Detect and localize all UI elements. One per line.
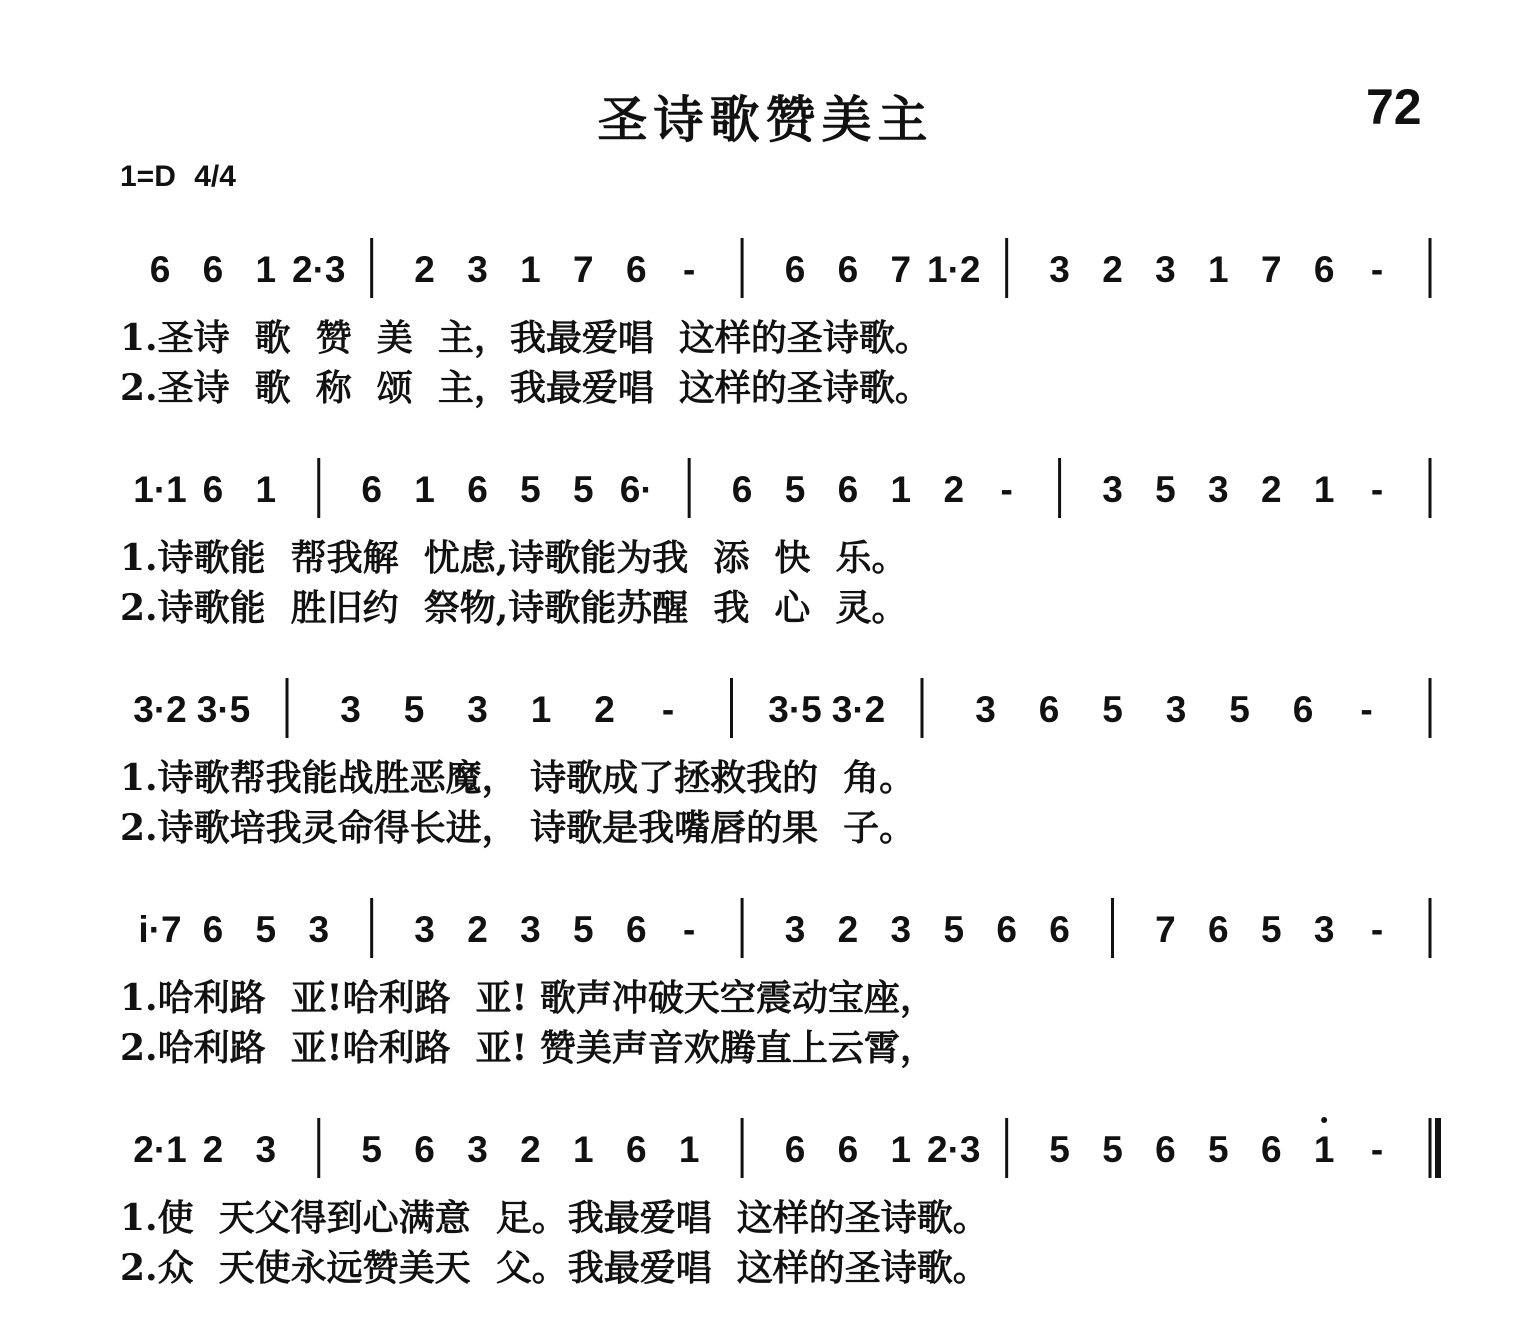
- jianpu-notation: [0, 230, 1531, 310]
- note: 7: [1155, 909, 1176, 950]
- note: 1: [573, 1129, 594, 1170]
- note: 3: [975, 689, 996, 730]
- note: 6: [1292, 689, 1314, 730]
- note: 5: [1049, 1129, 1070, 1170]
- music-system-4: [0, 890, 1531, 1100]
- note: 5: [255, 909, 277, 950]
- note: 7: [890, 249, 912, 290]
- note: 5: [403, 689, 425, 730]
- note: 7: [1260, 249, 1282, 290]
- note: 3: [414, 909, 435, 950]
- note: 6: [625, 1129, 647, 1170]
- lyric-verse-1: 1.圣诗 歌 赞 美 主，我最爱唱 这样的圣诗歌。: [120, 317, 931, 359]
- note: 3: [308, 909, 330, 950]
- note: 5: [1102, 1129, 1123, 1170]
- note: 6: [202, 249, 224, 290]
- dash-note: -: [683, 909, 696, 950]
- note: 1: [520, 249, 541, 290]
- note: 2: [594, 689, 615, 730]
- jianpu-notation: [0, 1110, 1531, 1190]
- note: 1: [678, 1129, 700, 1170]
- lyric-verse-1: 1.使 天父得到心满意 足。我最爱唱 这样的圣诗歌。: [120, 1197, 989, 1239]
- jianpu-notation: [0, 890, 1531, 970]
- note: 5: [1155, 469, 1176, 510]
- dash-note: -: [1370, 909, 1384, 950]
- note: 3: [255, 1129, 277, 1170]
- note: 6: [837, 469, 859, 510]
- note: 6: [1155, 1129, 1176, 1170]
- note: 5: [361, 1129, 382, 1170]
- note: 5: [573, 909, 594, 950]
- note: 2·3: [292, 249, 346, 290]
- note: 6: [1208, 909, 1229, 950]
- note: 6: [996, 909, 1017, 950]
- note: 2: [202, 1129, 224, 1170]
- note: 2·1: [133, 1129, 187, 1170]
- note: 6: [1313, 249, 1335, 290]
- note: 1: [414, 469, 435, 510]
- note: 3: [467, 689, 488, 730]
- hymn-number: 72: [1366, 79, 1422, 135]
- note: 3·2: [831, 689, 886, 730]
- notation-row: [0, 890, 1531, 970]
- lyric-verse-2: 2.哈利路 亚!哈利路 亚! 赞美声音欢腾直上云霄，: [120, 1027, 936, 1069]
- dash-note: -: [683, 249, 696, 290]
- jianpu-notation: [0, 450, 1531, 530]
- note: 2: [520, 1129, 541, 1170]
- lyric-verse-2: 2.诗歌培我灵命得长进， 诗歌是我嘴唇的果 子。: [120, 807, 916, 849]
- note: 7: [573, 249, 594, 290]
- lyric-verse-1: 1.诗歌帮我能战胜恶魔， 诗歌成了拯救我的 角。: [120, 757, 916, 799]
- dash-note: -: [661, 689, 675, 730]
- note: 3: [890, 909, 912, 950]
- note: 6: [1038, 689, 1060, 730]
- note: 3: [1049, 249, 1070, 290]
- notation-row: [0, 670, 1531, 750]
- notation-row: [0, 450, 1531, 530]
- note: 6: [202, 469, 224, 510]
- note: 2: [467, 909, 488, 950]
- note: 5: [1260, 909, 1282, 950]
- lyric-verse-2: 2.诗歌能 胜旧约 祭物,诗歌能苏醒 我 心 灵。: [120, 587, 908, 629]
- note: 3·2: [133, 689, 187, 730]
- note: 5: [573, 469, 594, 510]
- note: 2: [1102, 249, 1123, 290]
- note: 6: [625, 909, 647, 950]
- note: 3: [1208, 469, 1229, 510]
- lyric-verse-1: 1.诗歌能 帮我解 忧虑,诗歌能为我 添 快 乐。: [120, 537, 908, 579]
- note: 6: [202, 909, 224, 950]
- note: 2: [943, 469, 965, 510]
- note: 1: [255, 469, 277, 510]
- note: 2·3: [927, 1129, 981, 1170]
- note: 3: [340, 689, 361, 730]
- lyric-verse-1: 1.哈利路 亚!哈利路 亚! 歌声冲破天空震动宝座，: [120, 977, 936, 1019]
- dash-note: -: [1000, 469, 1013, 510]
- note: 6: [361, 469, 382, 510]
- dash-note: -: [1360, 689, 1373, 730]
- note: 6: [149, 249, 171, 290]
- note: 2: [414, 249, 435, 290]
- hymn-title: 圣诗歌赞美主: [597, 91, 934, 149]
- note: 6: [837, 1129, 859, 1170]
- high-octave-dot: [1321, 1117, 1327, 1123]
- note: 6·: [619, 469, 653, 510]
- key-signature: 1=D 4/4: [120, 160, 236, 193]
- note: 6: [625, 249, 647, 290]
- lyric-verse-2: 2.众 天使永远赞美天 父。我最爱唱 这样的圣诗歌。: [120, 1247, 989, 1289]
- note: 5: [1229, 689, 1250, 730]
- music-system-3: [0, 670, 1531, 880]
- note: 6: [784, 1129, 806, 1170]
- note: 3: [1165, 689, 1187, 730]
- note: 5: [1208, 1129, 1229, 1170]
- note: 1: [1313, 469, 1335, 510]
- note: 6: [467, 469, 488, 510]
- note: 1: [1208, 249, 1229, 290]
- note: 3: [467, 1129, 488, 1170]
- note: 3: [1313, 909, 1335, 950]
- note: 5: [1102, 689, 1123, 730]
- jianpu-notation: [0, 670, 1531, 750]
- note: 5: [520, 469, 541, 510]
- lyric-verse-2: 2.圣诗 歌 称 颂 主，我最爱唱 这样的圣诗歌。: [120, 367, 931, 409]
- note: 1: [530, 689, 552, 730]
- music-system-1: [0, 230, 1531, 440]
- note: 5: [943, 909, 965, 950]
- note: 1·1: [133, 469, 187, 510]
- music-system-2: [0, 450, 1531, 660]
- dash-note: -: [1370, 249, 1384, 290]
- notation-row: [0, 230, 1531, 310]
- note: 6: [1049, 909, 1070, 950]
- note: 6: [414, 1129, 435, 1170]
- note: 1: [890, 1129, 912, 1170]
- note: 3: [520, 909, 541, 950]
- note: 3·5: [768, 689, 822, 730]
- note: 5: [784, 469, 806, 510]
- music-system-5: [0, 1110, 1531, 1320]
- note: 6: [837, 249, 859, 290]
- note: 6: [784, 249, 806, 290]
- note: 6: [1260, 1129, 1282, 1170]
- note: 3: [467, 249, 488, 290]
- note: 3: [784, 909, 806, 950]
- note: 2: [1260, 469, 1282, 510]
- note: 1: [255, 249, 277, 290]
- note: 1·2: [927, 249, 981, 290]
- note: 3·5: [196, 689, 251, 730]
- note: 2: [837, 909, 859, 950]
- note: 3: [1102, 469, 1123, 510]
- note: 1: [1313, 1129, 1335, 1170]
- note: 1: [890, 469, 912, 510]
- dash-note: -: [1370, 1129, 1384, 1170]
- notation-row: [0, 1110, 1531, 1190]
- dash-note: -: [1370, 469, 1384, 510]
- note: i·7: [138, 909, 182, 950]
- note: 6: [731, 469, 753, 510]
- note: 3: [1155, 249, 1176, 290]
